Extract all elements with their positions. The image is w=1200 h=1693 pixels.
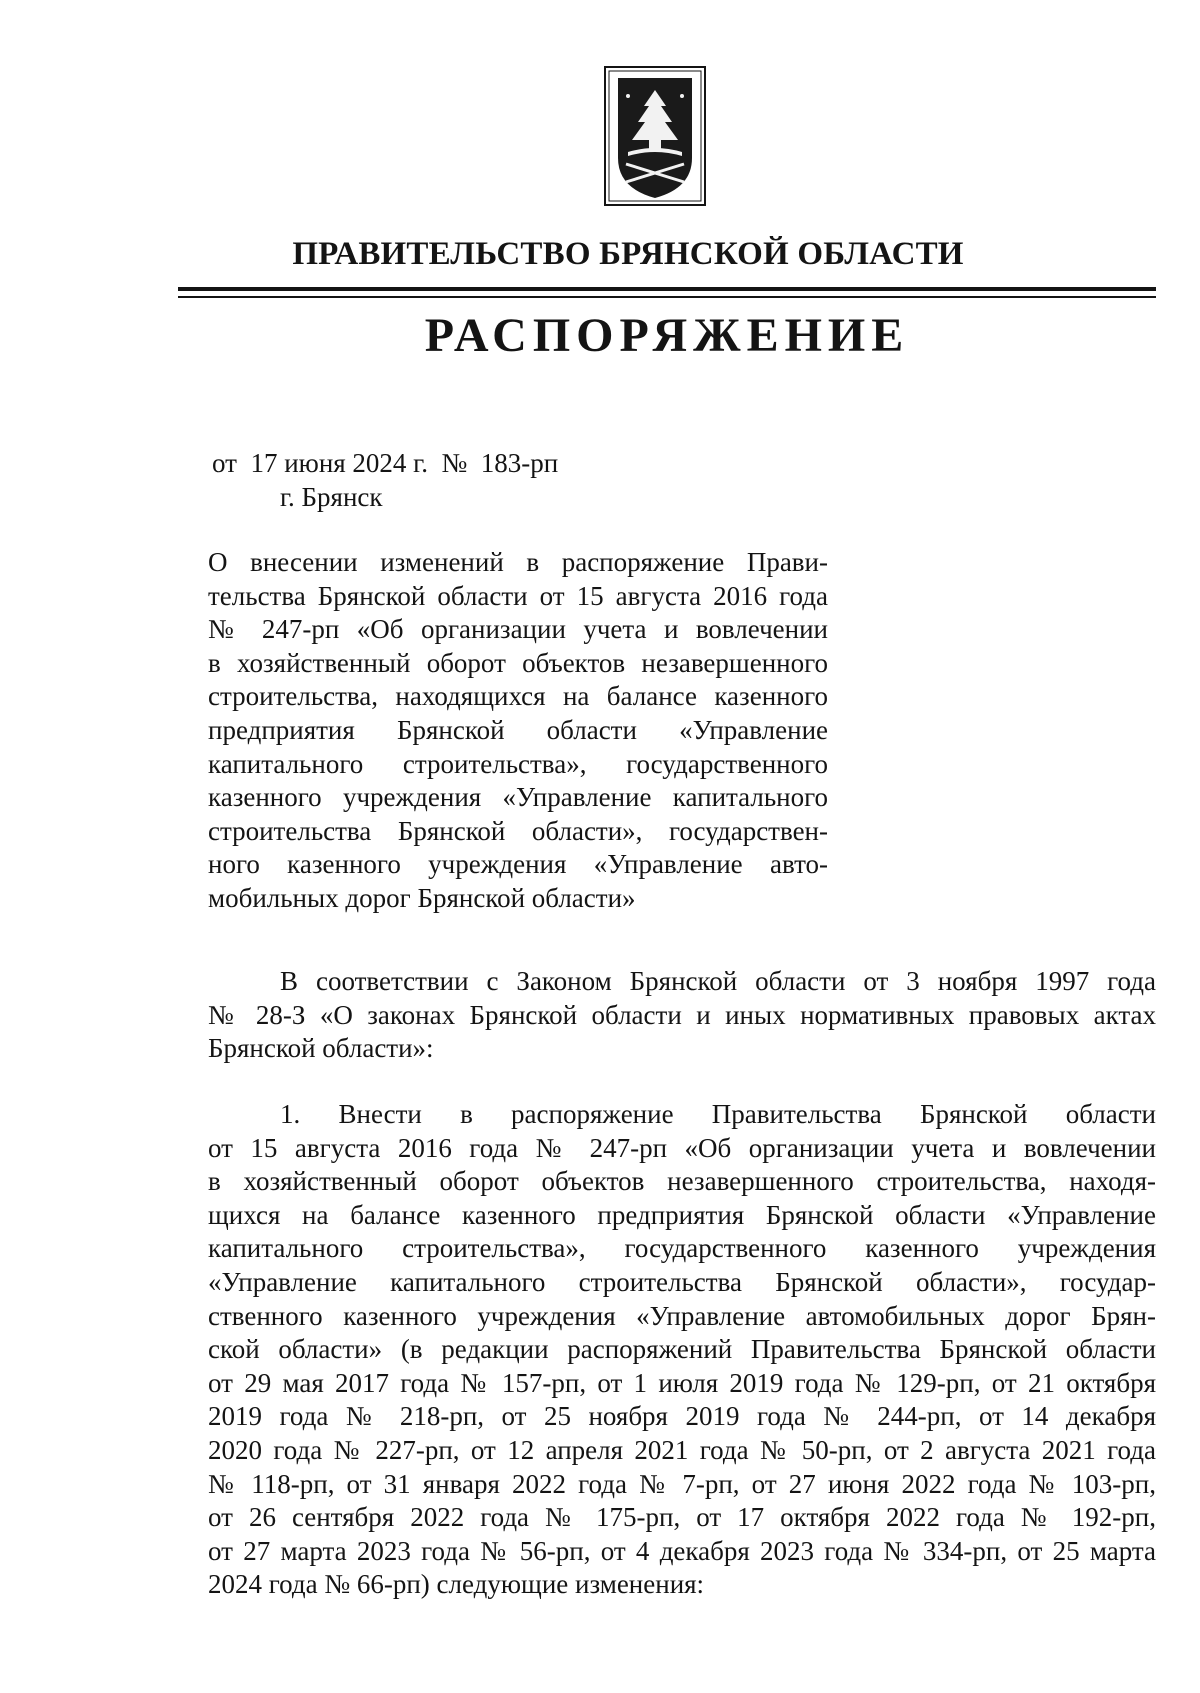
header-rule-thin xyxy=(178,296,1156,298)
organization-title: ПРАВИТЕЛЬСТВО БРЯНСКОЙ ОБЛАСТИ xyxy=(292,236,964,272)
paragraph-line: от 26 сентября 2022 года № 175-рп, от 17 октября 2022 года № 192-рп, xyxy=(208,1502,1156,1533)
paragraph-line: 2020 года № 227-рп, от 12 апреля 2021 года № 50-рп, от 2 августа 2021 года xyxy=(208,1434,1156,1465)
paragraph-line: ственного казенного учреждения «Управление автомобильных дорог Брян- xyxy=(208,1300,1156,1331)
subject-line: № 247-рп «Об организации учета и вовлечении xyxy=(208,614,828,645)
document-date-number: от 17 июня 2024 г. № 183-рп xyxy=(212,448,559,478)
paragraph-line: Брянской области»: xyxy=(208,1033,434,1064)
paragraph-line: от 27 марта 2023 года № 56-рп, от 4 декабря 2023 года № 334-рп, от 25 марта xyxy=(208,1535,1156,1566)
subject-line: ного казенного учреждения «Управление авто- xyxy=(208,849,828,880)
document-subject xyxy=(208,546,828,916)
subject-line: казенного учреждения «Управление капитального xyxy=(208,782,828,813)
paragraph-line: ской области» (в редакции распоряжений Правительства Брянской области xyxy=(208,1334,1156,1365)
paragraph-line: 2019 года № 218-рп, от 25 ноября 2019 года № 244-рп, от 14 декабря xyxy=(208,1401,1156,1432)
subject-line: капитального строительства», государственного xyxy=(208,748,828,779)
subject-line: предприятия Брянской области «Управление xyxy=(208,714,828,745)
paragraph-line: № 28-З «О законах Брянской области и иных нормативных правовых актах xyxy=(208,999,1156,1030)
paragraph-line: капитального строительства», государственного казенного учреждения xyxy=(208,1233,1156,1264)
bryansk-coat-of-arms-icon xyxy=(604,66,706,206)
subject-line: строительства, находящихся на балансе казенного xyxy=(208,681,828,712)
paragraph-line: от 29 мая 2017 года № 157-рп, от 1 июля 2019 года № 129-рп, от 21 октября xyxy=(208,1367,1156,1398)
preamble-paragraph xyxy=(208,965,1156,1066)
paragraph-line: № 118-рп, от 31 января 2022 года № 7-рп, от 27 июня 2022 года № 103-рп, xyxy=(208,1468,1156,1499)
subject-line: мобильных дорог Брянской области» xyxy=(208,882,636,913)
paragraph-line: «Управление капитального строительства Брянской области», государ- xyxy=(208,1266,1156,1297)
header-rule-thick xyxy=(178,287,1156,291)
paragraph-line: от 15 августа 2016 года № 247-рп «Об организации учета и вовлечении xyxy=(208,1132,1156,1163)
document-type-heading: РАСПОРЯЖЕНИЕ xyxy=(424,309,910,362)
subject-line: в хозяйственный оборот объектов незавершенного xyxy=(208,647,828,678)
subject-line: тельства Брянской области от 15 августа 2016 года xyxy=(208,580,828,611)
paragraph-line: 1. Внести в распоряжение Правительства Брянской области xyxy=(280,1099,1156,1129)
paragraph-line: щихся на балансе казенного предприятия Брянской области «Управление xyxy=(208,1199,1156,1230)
document-city: г. Брянск xyxy=(280,482,383,512)
paragraph-line: 2024 года № 66-рп) следующие изменения: xyxy=(208,1569,705,1600)
clause-1-paragraph xyxy=(208,1098,1156,1602)
paragraph-line: В соответствии с Законом Брянской области от 3 ноября 1997 года xyxy=(280,966,1156,996)
subject-line: О внесении изменений в распоряжение Прави- xyxy=(208,547,828,577)
paragraph-line: в хозяйственный оборот объектов незавершенного строительства, находя- xyxy=(208,1166,1156,1197)
subject-line: строительства Брянской области», государствен- xyxy=(208,815,828,846)
